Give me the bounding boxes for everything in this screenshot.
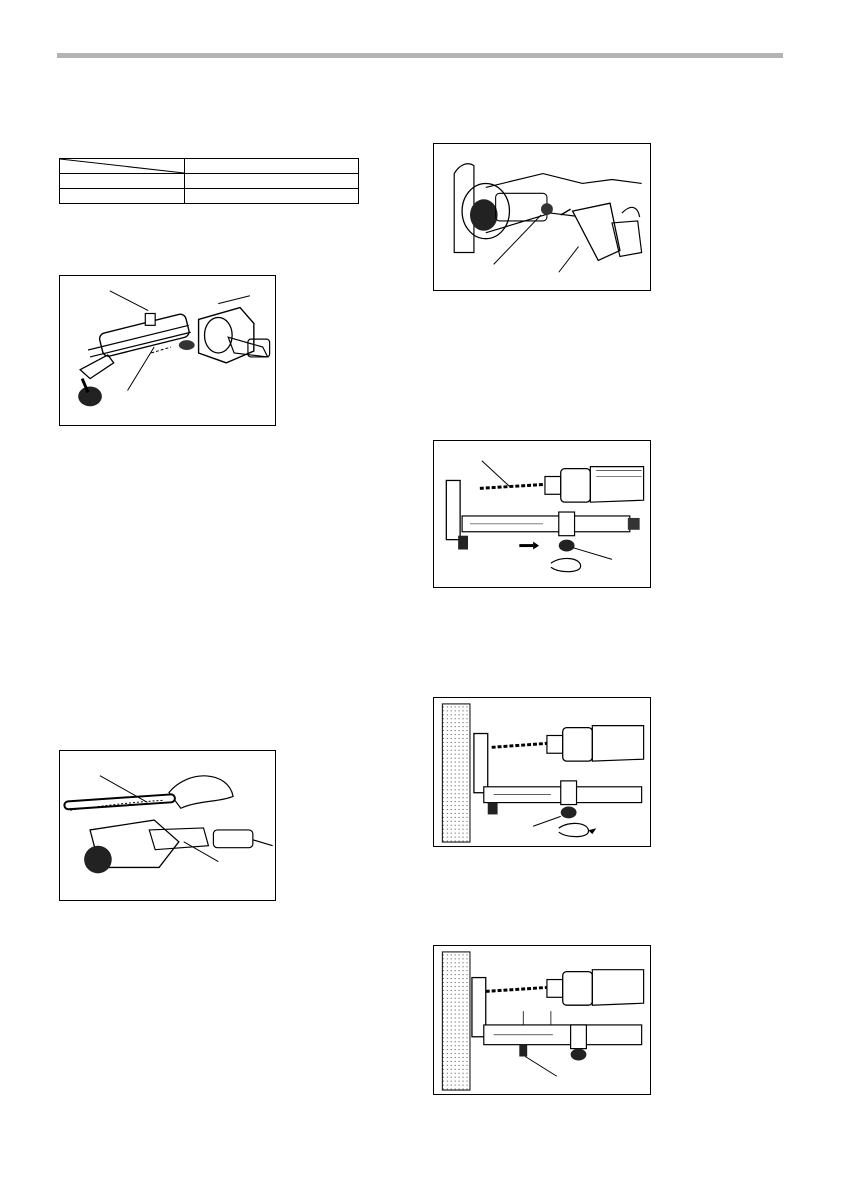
dust-extractor-illustration xyxy=(60,276,275,425)
figure-dust-extractor-attach xyxy=(59,275,276,426)
table-cell xyxy=(185,174,359,189)
figure-hose-connection xyxy=(59,750,276,901)
dust-cap-illustration xyxy=(434,144,650,290)
table-cell xyxy=(185,159,359,174)
table-cell xyxy=(60,189,185,204)
hose-connection-illustration xyxy=(60,751,275,900)
depth-gauge-illustration xyxy=(434,946,650,1094)
depth-setting-illustration xyxy=(434,441,650,587)
figure-dust-cap-attach xyxy=(433,143,651,291)
wall-positioning-illustration xyxy=(434,698,650,846)
figure-depth-setting xyxy=(433,440,651,588)
table-cell xyxy=(60,174,185,189)
table-row xyxy=(60,174,359,189)
figure-depth-gauge xyxy=(433,945,651,1095)
table-cell xyxy=(185,189,359,204)
spec-table xyxy=(59,158,359,204)
table-header-diagonal-cell xyxy=(60,159,185,174)
table-row xyxy=(60,189,359,204)
header-rule xyxy=(57,53,783,58)
table-row xyxy=(60,159,359,174)
figure-wall-positioning xyxy=(433,697,651,847)
